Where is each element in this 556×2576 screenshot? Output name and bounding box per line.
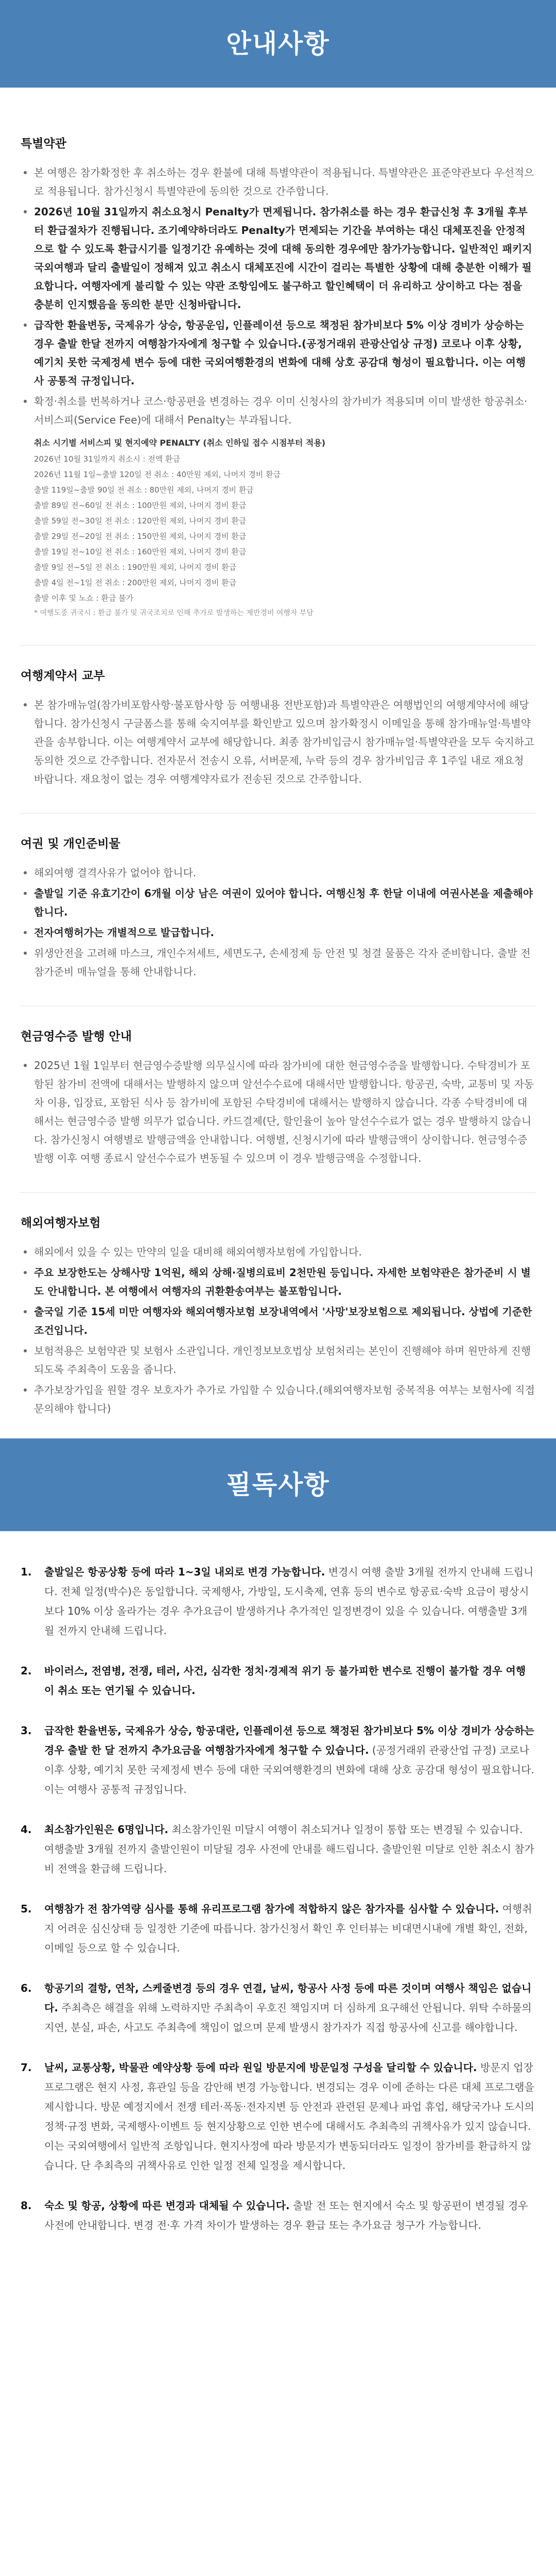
list-item: 추가보장가입을 원할 경우 보호자가 추가로 가입할 수 있습니다.(해외여행자보험 중복적용 여부는 보험사에 직접 문의해야 합니다) — [21, 1381, 535, 1418]
penalty-row: 출발 19일 전~10일 전 취소 : 160만원 제외, 나머지 경비 환급 — [34, 547, 247, 556]
item-text — [44, 1721, 535, 1799]
item-text — [44, 1978, 535, 2037]
list-item: 보험적용은 보험약관 및 보험사 소관입니다. 개인정보보호법상 보험처리는 본인이 진행해야 하며 원만하게 진행되도록 주최측이 도움을 줍니다. — [21, 1342, 535, 1379]
special-terms-block — [21, 134, 535, 620]
penalty-table — [34, 436, 535, 620]
list-item: 위생안전을 고려해 마스크, 개인수저세트, 세면도구, 손세정제 등 안전 및 청결 물품은 각자 준비합니다. 출발 전 참가준비 매뉴얼을 통해 안내합니다. — [21, 944, 535, 981]
list-item — [21, 1721, 535, 1799]
must-read-header: 필독사항 — [0, 1438, 556, 1531]
item-lead: 날씨, 교통상황, 박물관 예약상황 등에 따라 원일 방문지에 방문일정 구성을 달리할 수 있습니다. — [44, 2061, 477, 2074]
passport-title: 여권 및 개인준비물 — [21, 837, 120, 851]
item-lead: 최소참가인원은 6명입니다. — [44, 1823, 168, 1836]
list-item — [21, 1978, 535, 2037]
penalty-row: 출발 89일 전~60일 전 취소 : 100만원 제외, 나머지 경비 환급 — [34, 501, 247, 510]
item-lead: 급작한 환율변동, 국제유가 상승, 항공대란, 인플레이션 등으로 책정된 참가비보다 5% 이상 경비가 상승하는 경우 출발 한 달 전까지 추가요금을 여행참가자에게 청구할 수 있습니다. — [44, 1724, 534, 1756]
divider — [21, 645, 535, 646]
item-text — [44, 1562, 535, 1640]
penalty-row: 2026년 11월 1일~출발 120일 전 취소 : 40만원 제외, 나머지 경비 환급 — [34, 470, 281, 479]
item-text — [44, 2058, 535, 2175]
item-number: 7. — [21, 2061, 32, 2074]
item-lead: 항공기의 결항, 연착, 스케줄변경 등의 경우 연결, 날씨, 항공사 사정 등에 따른 것이며 여행사 책임은 없습니다. — [44, 1982, 532, 2014]
list-item: 해외여행 결격사유가 없어야 합니다. — [21, 863, 535, 882]
notice-header: 안내사항 — [0, 0, 556, 88]
penalty-row: 출발 4일 전~1일 전 취소 : 200만원 제외, 나머지 경비 환급 — [34, 578, 237, 587]
item-lead: 출발일은 항공상황 등에 따라 1~3일 내외로 변경 가능합니다. — [44, 1566, 325, 1578]
item-text — [44, 1820, 535, 1878]
list-item: 주요 보장한도는 상해사망 1억원, 해외 상해·질병의료비 2천만원 등입니다. 자세한 보험약관은 참가준비 시 별도 안내합니다. 본 여행에서 여행자의 귀환환송여부는 불포함입니다. — [21, 1263, 535, 1300]
item-number: 5. — [21, 1903, 32, 1915]
notice-section — [0, 134, 556, 1418]
divider — [21, 813, 535, 814]
list-item: 확정·취소를 번복하거나 코스·항공편을 변경하는 경우 이미 신청사의 참가비가 적용되며 이미 발생한 항공취소·서비스피(Service Fee)에 대해서 Penalty는 부과됩니다. — [21, 392, 535, 429]
list-item: 급작한 환율변동, 국제유가 상승, 항공운임, 인플레이션 등으로 책정된 참가비보다 5% 이상 경비가 상승하는 경우 출발 한달 전까지 여행참가자에게 청구할 수 있습니다.(공정거래위 관광산업상 규정) 코로나 이후 상황, 예기치 못한 국제정세 변수 등에 대한 국외여행환경의 변화에 대해 상호 공감대 형성이 필요합니다. 이는 여행사 공통적 규정입니다. — [21, 316, 535, 390]
item-number: 4. — [21, 1823, 32, 1836]
item-rest: (공정거래위 관광산업 규정) 코로나 이후 상황, 예기치 못한 국제정세 변수 등에 대한 국외여행환경의 변화에 대해 상호 공감대 형성이 필요합니다. 이는 여행사 공통적 규정입니다. — [44, 1744, 534, 1795]
contract-block — [21, 666, 535, 788]
contract-list — [21, 696, 535, 788]
penalty-row: 출발 59일 전~30일 전 취소 : 120만원 제외, 나머지 경비 환급 — [34, 516, 247, 526]
item-rest: 변경시 여행 출발 3개월 전까지 안내해 드립니다. 전체 일정(박수)은 동일합니다. 국제행사, 가방일, 도시축제, 연휴 등의 변수로 항공료·숙박 요금이 평상시보다 10% 이상 올라가는 경우 추가요금이 발생하거나 추가적인 일정변경이 있을 수 있습니다. 여행출발 3개월 전까지 안내해 드립니다. — [44, 1566, 534, 1637]
receipt-title: 현금영수증 발행 안내 — [21, 1030, 132, 1043]
special-terms-list — [21, 163, 535, 429]
item-rest: 방문지 업장 프로그램은 현지 사정, 휴관일 등을 감안해 변경 가능합니다. 변경되는 경우 이에 준하는 다른 대체 프로그램을 제시합니다. 방문 예정지에서 전쟁 테러·폭동·전자지변 등 안전과 관련된 문제나 파업 휴업, 해당국가나 도시의 정책·규정 변화, 국제행사·이벤트 등 현지상황으로 인한 변수에 대해서도 추최측의 귀책사유가 있지 않습니다. 이는 국외여행에서 일반적 조항입니다. 현지사정에 따라 방문지가 변동되더라도 일정이 참가비를 환급하지 않습니다. 단 추최측의 귀책사유로 인한 일정 전체 일정을 제시합니다. — [44, 2061, 534, 2172]
list-item — [21, 2058, 535, 2175]
penalty-row: 출발 29일 전~20일 전 취소 : 150만원 제외, 나머지 경비 환급 — [34, 532, 247, 541]
receipt-block — [21, 1027, 535, 1167]
item-rest: 주최측은 해결을 위해 노력하지만 주최측이 우호진 책임지며 더 심하게 요구해선 안됩니다. 위탁 수하물의 지연, 분실, 파손, 사고도 주최측에 책임이 없으며 문제 발생시 참가자가 직접 항공사에 신고를 해야합니다. — [44, 2002, 532, 2033]
list-item: 해외에서 있을 수 있는 만약의 일을 대비해 해외여행자보험에 가입합니다. — [21, 1243, 535, 1261]
item-number: 1. — [21, 1566, 32, 1578]
passport-block — [21, 834, 535, 981]
list-item: 전자여행허가는 개별적으로 발급합니다. — [21, 923, 535, 942]
item-number: 2. — [21, 1665, 32, 1677]
penalty-title: 취소 시기별 서비스피 및 현지예약 PENALTY (취소 인하일 접수 시점부터 적용) — [34, 438, 326, 448]
receipt-list — [21, 1056, 535, 1167]
penalty-row: 2026년 10월 31일까지 취소시 : 전액 환급 — [34, 454, 180, 464]
penalty-note: * 여행도중 귀국시 : 환급 불가 및 귀국조치로 인해 추가로 발생하는 제반경비 여행자 부담 — [34, 609, 314, 617]
item-text — [44, 2196, 535, 2235]
item-number: 8. — [21, 2199, 32, 2212]
item-rest: 출발 전 또는 현지에서 숙소 및 항공편이 변경될 경우 사전에 안내합니다. 변경 전·후 가격 차이가 발생하는 경우 환급 또는 추가요금 청구가 가능합니다. — [44, 2199, 528, 2231]
penalty-row: 출발 119일~출발 90일 전 취소 : 80만원 제외, 나머지 경비 환급 — [34, 485, 254, 495]
travel-insurance-block — [21, 1213, 535, 1418]
travel-insurance-list — [21, 1243, 535, 1418]
item-lead: 숙소 및 항공, 상황에 따른 변경과 대체될 수 있습니다. — [44, 2199, 290, 2212]
item-text — [44, 1899, 535, 1958]
item-lead: 바이러스, 전염병, 전쟁, 테러, 사건, 심각한 정치·경제적 위기 등 불가피한 변수로 진행이 불가할 경우 여행이 취소 또는 연기될 수 있습니다. — [44, 1665, 526, 1697]
list-item: 본 참가매뉴얼(참가비포함사항·불포함사항 등 여행내용 전반포함)과 특별약관은 여행법인의 여행계약서에 해당합니다. 참가신청시 구글폼스를 통해 숙지여부를 확인받고 있으며 참가확정시 이메일을 통해 참가매뉴얼·특별약관을 송부합니다. 이는 여행계약서 교부에 해당합니다. 최종 참가비입금시 참가매뉴얼·특별약관을 모두 숙지하고 동의한 것으로 간주합니다. 전자문서 전송시 오류, 서버문제, 누락 등의 경우 참가비입금 후 1주일 내로 재요청 바랍니다. 재요청이 없는 경우 여행계약자료가 전송된 것으로 간주합니다. — [21, 696, 535, 788]
list-item: 2025년 1월 1일부터 현금영수증발행 의무실시에 따라 참가비에 대한 현금영수증을 발행합니다. 수탁경비가 포함된 참가비 전액에 대해서는 발행하지 않으며 알선수수료에 대해서만 발행합니다. 항공권, 숙박, 교통비 및 자동차 이용, 입장료, 포함된 식사 등 참가비에 포함된 수탁경비에 대해서는 발행하지 않습니다. 각종 수탁경비에 대해서는 현금영수증 발행 의무가 없습니다. 카드결제(단, 할인율이 높아 알선수수료가 없는 경우 발행하지 않습니다. 참가신청시 여행별로 발행금액을 안내합니다. 여행별, 신청시기에 따라 발행금액이 상이합니다. 현금영수증 발행 이후 여행 종료시 알선수수료가 변동될 수 있으며 이 경우 발행금액을 수정합니다. — [21, 1056, 535, 1167]
item-number: 6. — [21, 1982, 32, 1994]
passport-list — [21, 863, 535, 981]
list-item — [21, 2196, 535, 2235]
special-terms-title: 특별약관 — [21, 137, 66, 150]
divider — [21, 1192, 535, 1193]
list-item — [21, 1820, 535, 1878]
item-number: 3. — [21, 1724, 32, 1737]
penalty-row: 출발 이후 및 노쇼 : 환급 불가 — [34, 594, 134, 603]
list-item: 출발일 기준 유효기간이 6개월 이상 남은 여권이 있어야 합니다. 여행신청 후 한달 이내에 여권사본을 제출해야 합니다. — [21, 884, 535, 921]
item-text — [44, 1661, 535, 1700]
penalty-row: 출발 9일 전~5일 전 취소 : 190만원 제외, 나머지 경비 환급 — [34, 563, 237, 572]
item-rest: 여행취지 어려운 심신상태 등 일정한 기준에 따릅니다. 참가신청서 확인 후 인터뷰는 비대면시내에 개별 확인, 전화, 이메일 등으로 할 수 있습니다. — [44, 1903, 532, 1954]
list-item: 본 여행은 참가확정한 후 취소하는 경우 환불에 대해 특별약관이 적용됩니다. 특별약관은 표준약관보다 우선적으로 적용됩니다. 참가신청시 특별약관에 동의한 것으로 간주합니다. — [21, 163, 535, 200]
list-item: 2026년 10월 31일까지 취소요청시 Penalty가 면제됩니다. 참가취소를 하는 경우 환급신청 후 3개월 후부터 환급절차가 진행됩니다. 조기예약하더라도 Penalty가 면제되는 기간을 부여하는 대신 대체포진을 안정적으로 할 수 있도록 환급시기를 일정기간 유예하는 것에 대해 동의한 경우에만 참가가능합니다. 일반적인 패키지 국외여행과 달리 출발일이 정해져 있고 취소시 대체포진에 시간이 걸리는 특별한 상황에 대해 충분한 이해가 필요합니다. 여행자에게 불리할 수 있는 약관 조항임에도 불구하고 할인혜택이 더 유리하고 상이하고 다는 점을 충분히 인지했음을 동의한 분만 신청바랍니다. — [21, 202, 535, 314]
must-read-section — [0, 1531, 556, 2235]
list-item: 출국일 기준 15세 미만 여행자와 해외여행자보험 보장내역에서 '사망'보장보험으로 제외됩니다. 상법에 기준한 조건입니다. — [21, 1302, 535, 1340]
must-read-list — [21, 1562, 535, 2235]
contract-title: 여행계약서 교부 — [21, 669, 105, 683]
item-rest: 최소참가인원 미달시 여행이 취소되거나 일정이 통합 또는 변경될 수 있습니다. 여행출발 3개월 전까지 출발인원이 미달될 경우 사전에 안내를 해드립니다. 출발인원 미달로 인한 취소시 참가비 전액을 환급해 드립니다. — [44, 1823, 534, 1875]
list-item — [21, 1562, 535, 1640]
travel-insurance-title: 해외여행자보험 — [21, 1216, 101, 1230]
item-lead: 여행참가 전 참가역량 심사를 통해 유리프로그램 참가에 적합하지 않은 참가자를 심사할 수 있습니다. — [44, 1903, 499, 1915]
list-item — [21, 1661, 535, 1700]
list-item — [21, 1899, 535, 1958]
